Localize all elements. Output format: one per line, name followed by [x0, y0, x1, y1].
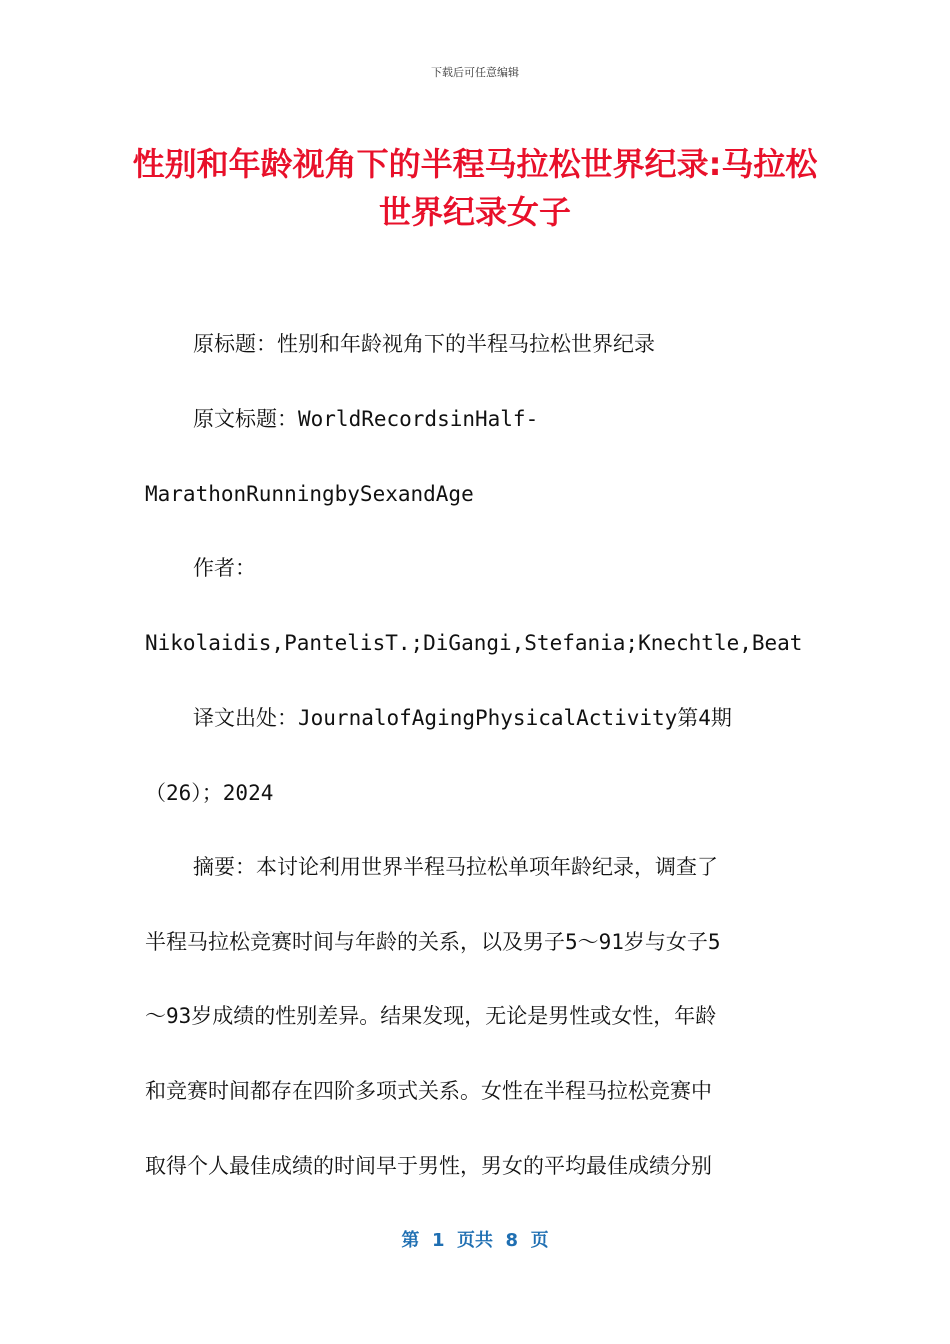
paragraph-line: Nikolaidis,PantelisT.;DiGangi,Stefania;Knechtle,Beat [145, 631, 803, 655]
paragraph-line: 半程马拉松竞赛时间与年龄的关系，以及男子5～91岁与女子5 [145, 930, 721, 954]
paragraph-line: （26）；2024 [145, 781, 274, 805]
paragraph-line: 译文出处：JournalofAgingPhysicalActivity第4期 [193, 706, 732, 730]
paragraph-line: MarathonRunningbySexandAge [145, 482, 474, 506]
paragraph-line: 摘要：本讨论利用世界半程马拉松单项年龄纪录，调查了 [193, 855, 718, 879]
paragraph-line: 原文标题：WorldRecordsinHalf- [193, 407, 539, 431]
paragraph-line: 取得个人最佳成绩的时间早于男性，男女的平均最佳成绩分别 [145, 1154, 712, 1178]
document-title: 性别和年龄视角下的半程马拉松世界纪录:马拉松世界纪录女子 [132, 145, 818, 231]
paragraph-line: 原标题：性别和年龄视角下的半程马拉松世界纪录 [193, 332, 655, 356]
page-number-footer: 第 1 页共 8 页 [401, 1230, 549, 1251]
header-note: 下载后可任意编辑 [431, 66, 519, 79]
paragraph-line: ～93岁成绩的性别差异。结果发现，无论是男性或女性，年龄 [145, 1004, 717, 1028]
paragraph-line: 作者： [193, 556, 256, 580]
paragraph-line: 和竞赛时间都存在四阶多项式关系。女性在半程马拉松竞赛中 [145, 1079, 712, 1103]
